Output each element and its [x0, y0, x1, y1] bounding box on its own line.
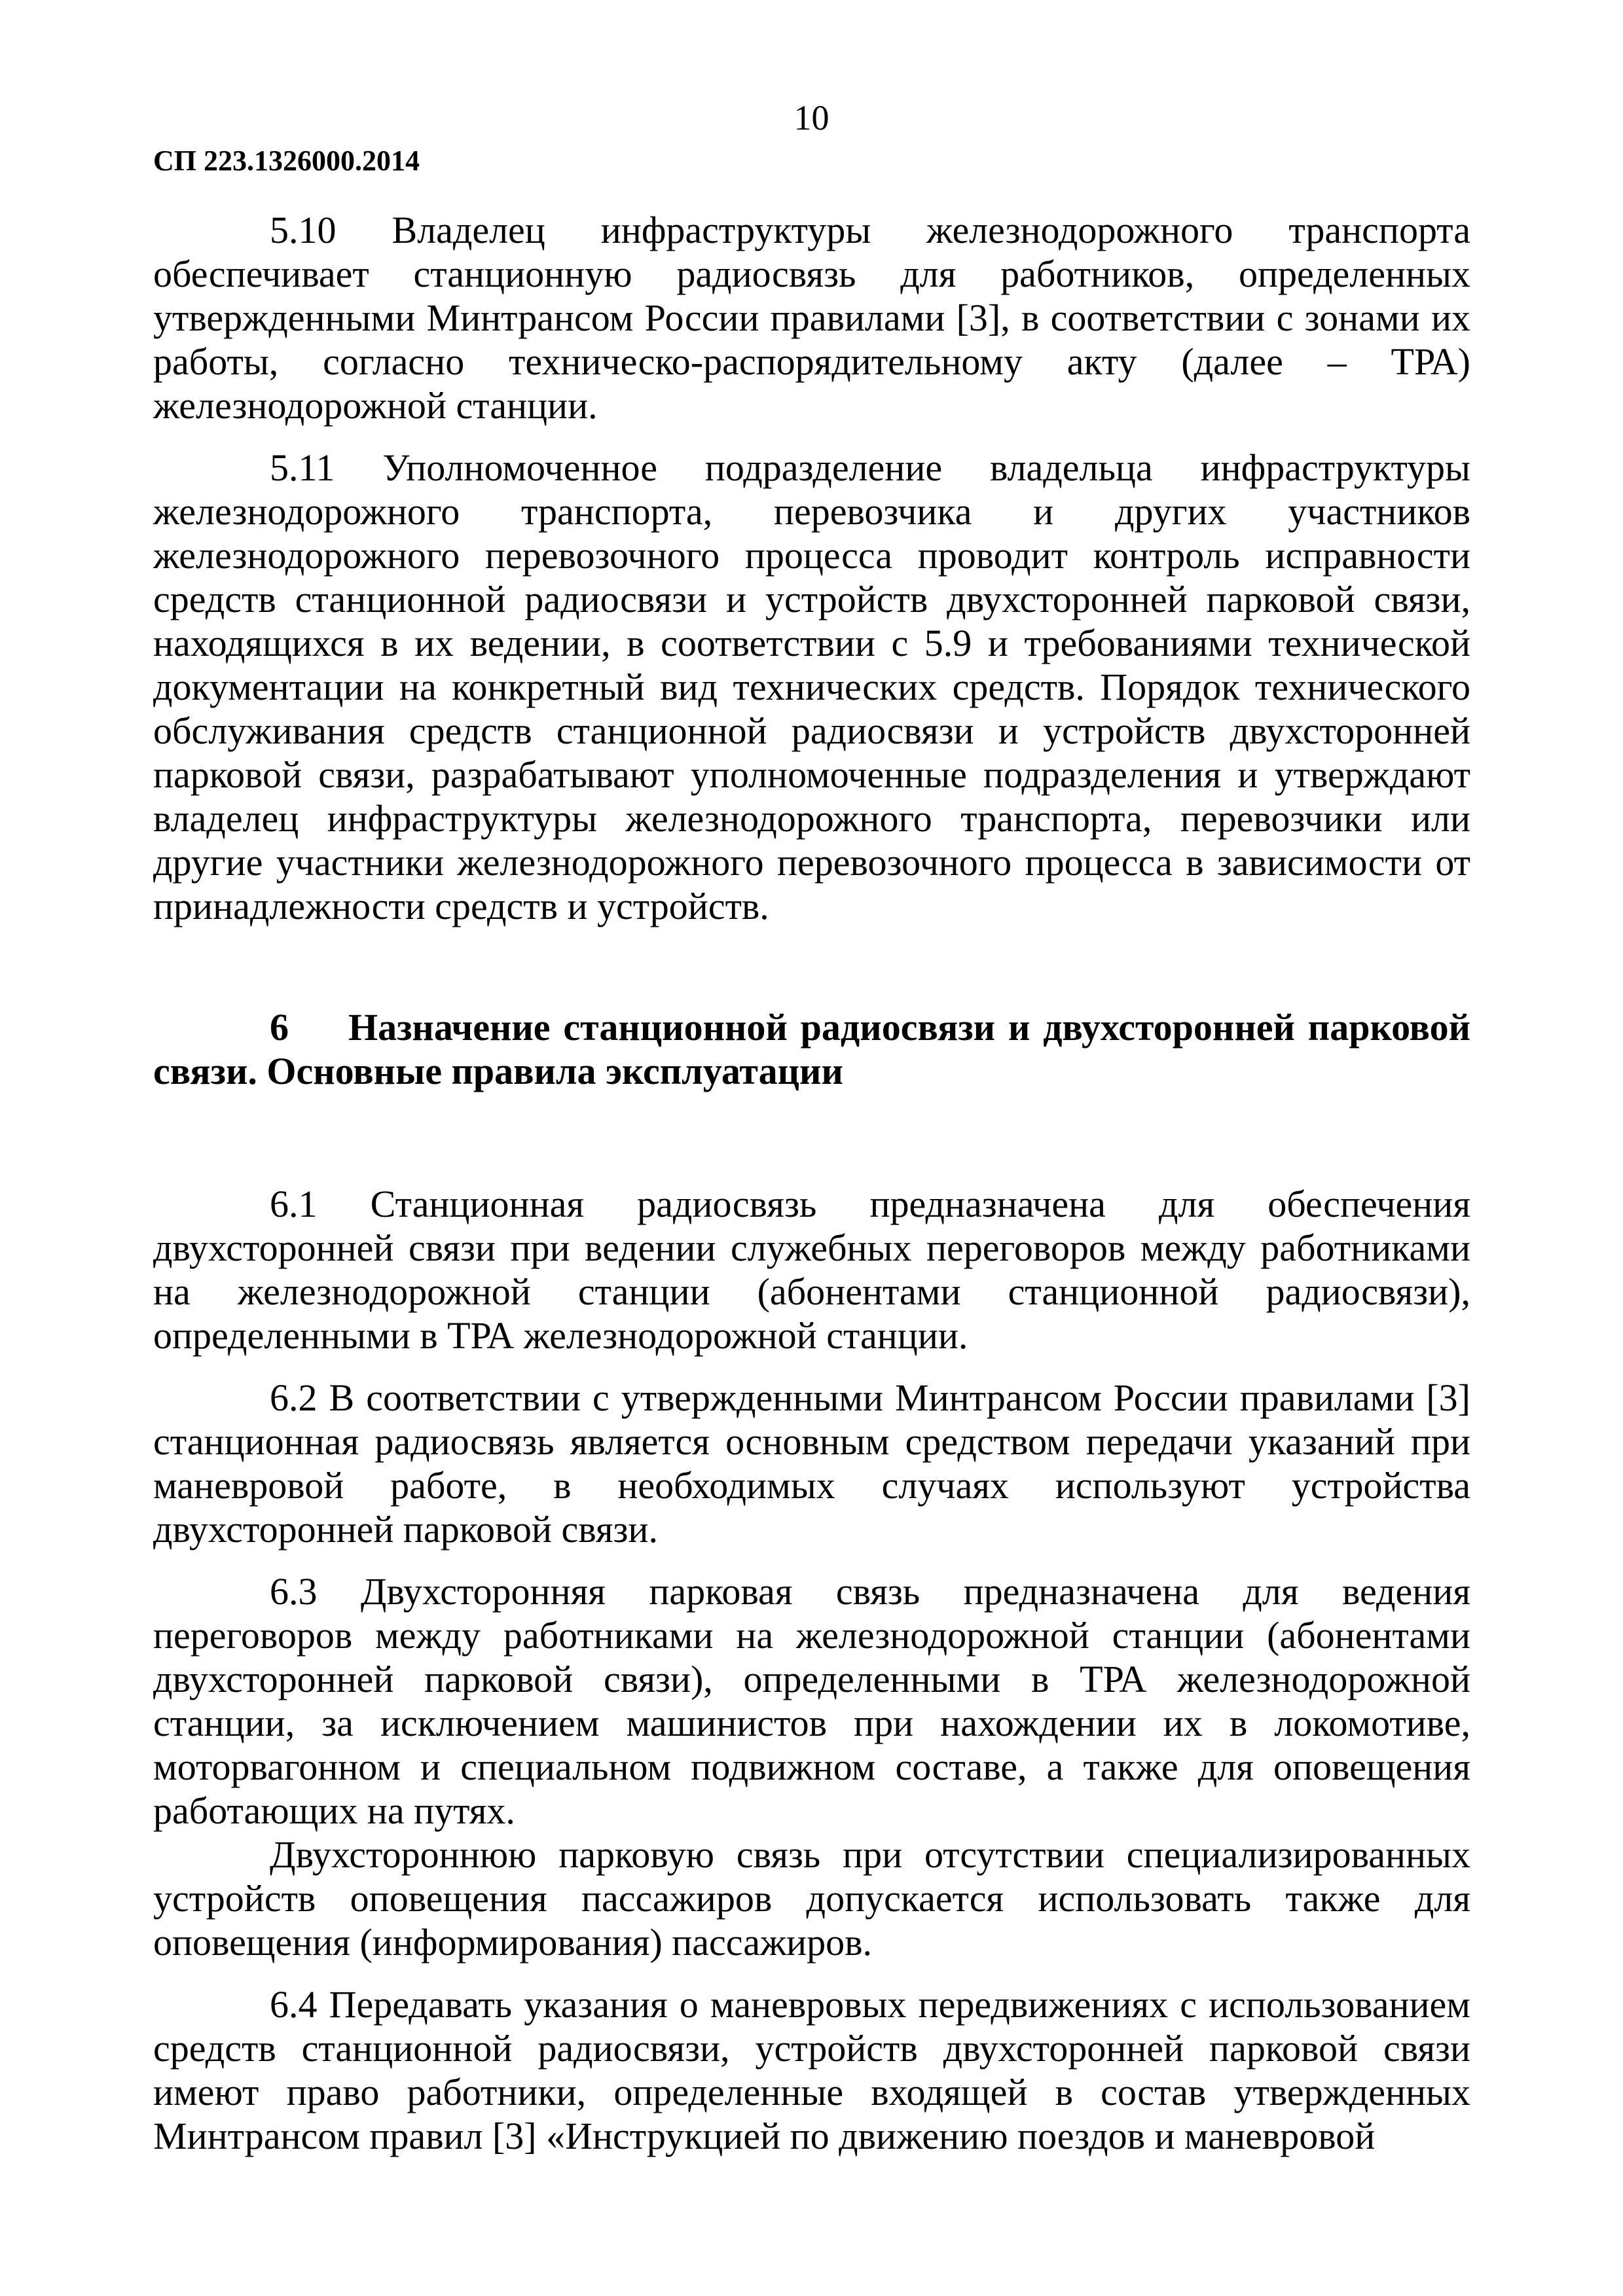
- page-number: 10: [793, 98, 830, 137]
- paragraph-6-1: 6.1 Станционная радиосвязь предназначена для обеспечения двухсторонней связи при ведении служебных переговоров между работниками на железнодорожной станции (абонентами станционной радиосвязи), определенными в ТРА железнодорожной станции.: [153, 1183, 1470, 1357]
- page-body: [153, 208, 1470, 2158]
- section-6-number: 6: [270, 1006, 289, 1049]
- paragraph-6-3-continued: Двухстороннюю парковую связь при отсутствии специализированных устройств оповещения пассажиров допускается использовать также для оповещения (информирования) пассажиров.: [153, 1833, 1470, 1964]
- paragraph-6-2: 6.2 В соответствии с утвержденными Минтрансом России правилами [3] станционная радиосвязь является основным средством передачи указаний при маневровой работе, в необходимых случаях используют устройства двухсторонней парковой связи.: [153, 1376, 1470, 1551]
- document-code: СП 223.1326000.2014: [153, 145, 420, 177]
- section-6-title: Назначение станционной радиосвязи и двухсторонней парковой связи. Основные правила эксплуатации: [153, 1006, 1470, 1092]
- paragraph-5-10: 5.10 Владелец инфраструктуры железнодорожного транспорта обеспечивает станционную радиосвязь для работников, определенных утвержденными Минтрансом России правилами [3], в соответствии с зонами их работы, согласно техническо-распорядительному акту (далее – ТРА) железнодорожной станции.: [153, 209, 1470, 427]
- paragraph-6-3: 6.3 Двухсторонняя парковая связь предназначена для ведения переговоров между работниками на железнодорожной станции (абонентами двухсторонней парковой связи), определенными в ТРА железнодорожной станции, за исключением машинистов при нахождении их в локомотиве, моторвагонном и специальном подвижном составе, а также для оповещения работающих на путях.: [153, 1570, 1470, 1832]
- paragraph-5-11: 5.11 Уполномоченное подразделение владельца инфраструктуры железнодорожного транспорта, перевозчика и других участников железнодорожного перевозочного процесса проводит контроль исправности средств станционной радиосвязи и устройств двухсторонней парковой связи, находящихся в их ведении, в соответствии с 5.9 и требованиями технической документации на конкретный вид технических средств. Порядок технического обслуживания средств станционной радиосвязи и устройств двухсторонней парковой связи, разрабатывают уполномоченные подразделения и утверждают владелец инфраструктуры железнодорожного транспорта, перевозчики или другие участники железнодорожного перевозочного процесса в зависимости от принадлежности средств и устройств.: [153, 446, 1470, 927]
- section-6-heading: [153, 1005, 1470, 1093]
- paragraph-6-4: 6.4 Передавать указания о маневровых передвижениях с использованием средств станционной радиосвязи, устройств двухсторонней парковой связи имеют право работники, определенные входящей в состав утвержденных Минтрансом правил [3] «Инструкцией по движению поездов и маневровой: [153, 1983, 1470, 2157]
